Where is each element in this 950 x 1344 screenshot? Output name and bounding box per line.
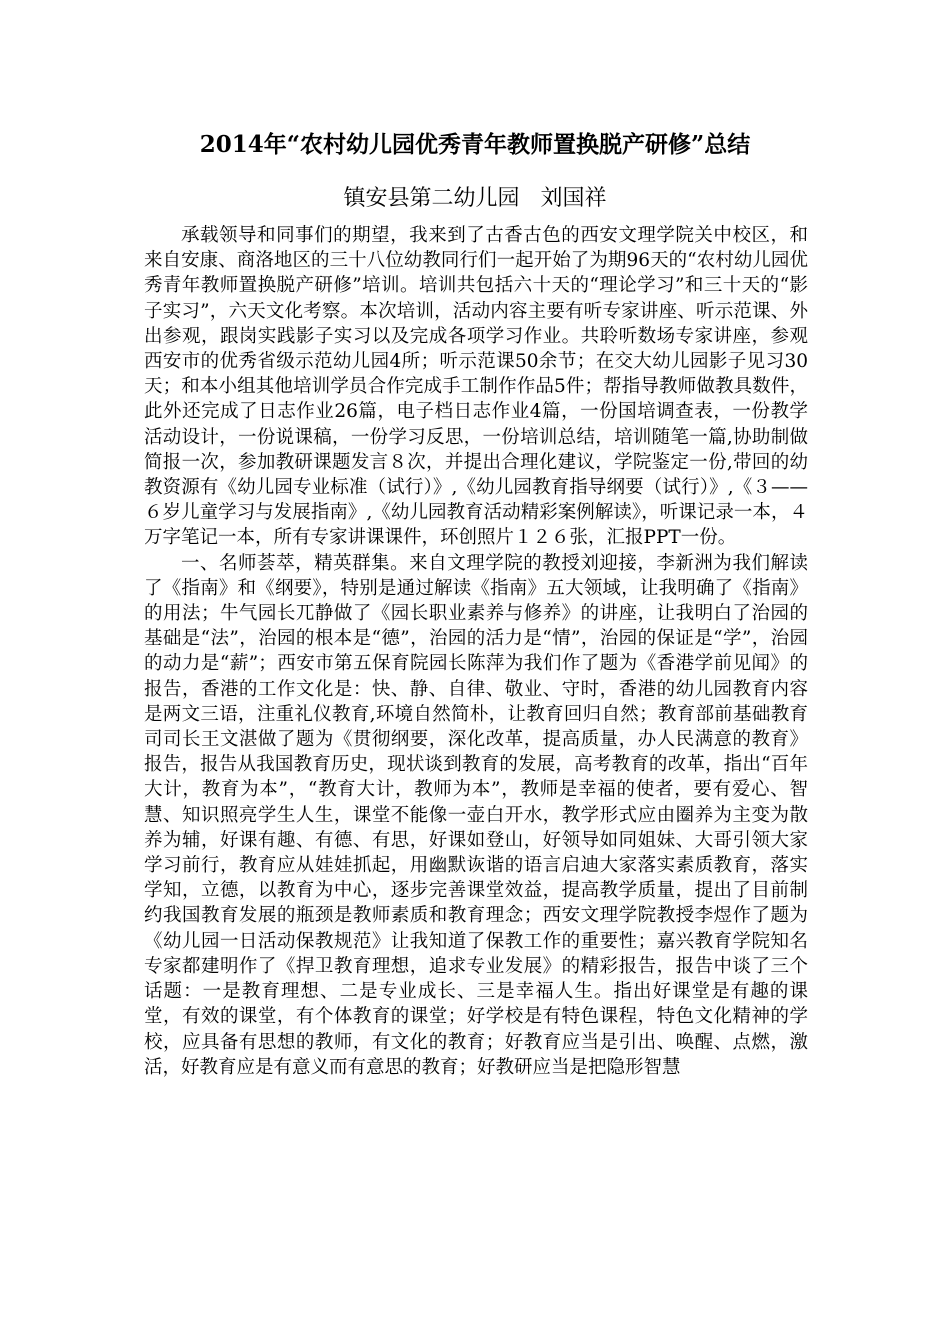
document-body: [144, 223, 808, 1080]
paragraph: 一、名师荟萃，精英群集。来自文理学院的教授刘迎接，李新洲为我们解读了《指南》和《纲要》，特别是通过解读《指南》五大领域，让我明确了《指南》的用法；牛气园长兀静做了《园长职业素养与修养》的讲座，让我明白了治园的基础是“法”，治园的根本是“德”，治园的活力是“情”，治园的保证是“学”，治园的动力是“薪”；西安市第五保育院园长陈萍为我们作了题为《香港学前见闻》的报告，香港的工作文化是：快、静、自律、敬业、守时，香港的幼儿园教育内容是两文三语，注重礼仪教育,环境自然简朴，让教育回归自然；教育部前基础教育司司长王文湛做了题为《贯彻纲要，深化改革，提高质量，办人民满意的教育》报告，报告从我国教育历史，现状谈到教育的发展，高考教育的改革，指出“百年大计，教育为本”，“教育大计，教师为本”，教师是幸福的使者，要有爱心、智慧、知识照亮学生人生，课堂不能像一壶白开水，教学形式应由圈养为主变为散养为辅，好课有趣、有德、有思，好课如登山，好领导如同姐妹、大哥引领大家学习前行，教育应从娃娃抓起，用幽默诙谐的语言启迪大家落实素质教育，落实学知，立德，以教育为中心，逐步完善课堂效益，提高教学质量，提出了目前制约我国教育发展的瓶颈是教师素质和教育理念；西安文理学院教授李煜作了题为《幼儿园一日活动保教规范》让我知道了保教工作的重要性；嘉兴教育学院知名专家都建明作了《捍卫教育理想，追求专业发展》的精彩报告，报告中谈了三个话题：一是教育理想、二是专业成长、三是幸福人生。指出好课堂是有趣的课堂，有效的课堂，有个体教育的课堂；好学校是有特色课程，特色文化精神的学校，应具备有思想的教师，有文化的教育；好教育应当是引出、唤醒、点燃，激活，好教育应是有意义而有意思的教育；好教研应当是把隐形智慧: [144, 552, 808, 1078]
paragraph: 承载领导和同事们的期望，我来到了古香古色的西安文理学院关中校区，和来自安康、商洛地区的三十八位幼教同行们一起开始了为期96天的“农村幼儿园优秀青年教师置换脱产研修”培训。培训共包括六十天的“理论学习”和三十天的“影子实习”，六天文化考察。本次培训，活动内容主要有听专家讲座、听示范课、外出参观，跟岗实践影子实习以及完成各项学习作业。共聆听数场专家讲座，参观西安市的优秀省级示范幼儿园4所；听示范课50余节；在交大幼儿园影子见习30天；和本小组其他培训学员合作完成手工制作作品5件；帮指导教师做教具数件，此外还完成了日志作业26篇，电子档日志作业4篇，一份国培调查表，一份教学活动设计，一份说课稿，一份学习反思，一份培训总结，培训随笔一篇,协助制做简报一次，参加教研课题发言８次，并提出合理化建议，学院鉴定一份,带回的幼教资源有《幼儿园专业标准（试行）》,《幼儿园教育指导纲要（试行）》,《３——６岁儿童学习与发展指南》,《幼儿园教育活动精彩案例解读》，听课记录一本，４万字笔记一本，所有专家讲课课件，环创照片１２６张，汇报PPT一份。: [144, 225, 808, 549]
author-line: 镇安县第二幼儿园 刘国祥: [343, 186, 607, 211]
document-title: 2014年“农村幼儿园优秀青年教师置换脱产研修”总结: [199, 131, 751, 158]
